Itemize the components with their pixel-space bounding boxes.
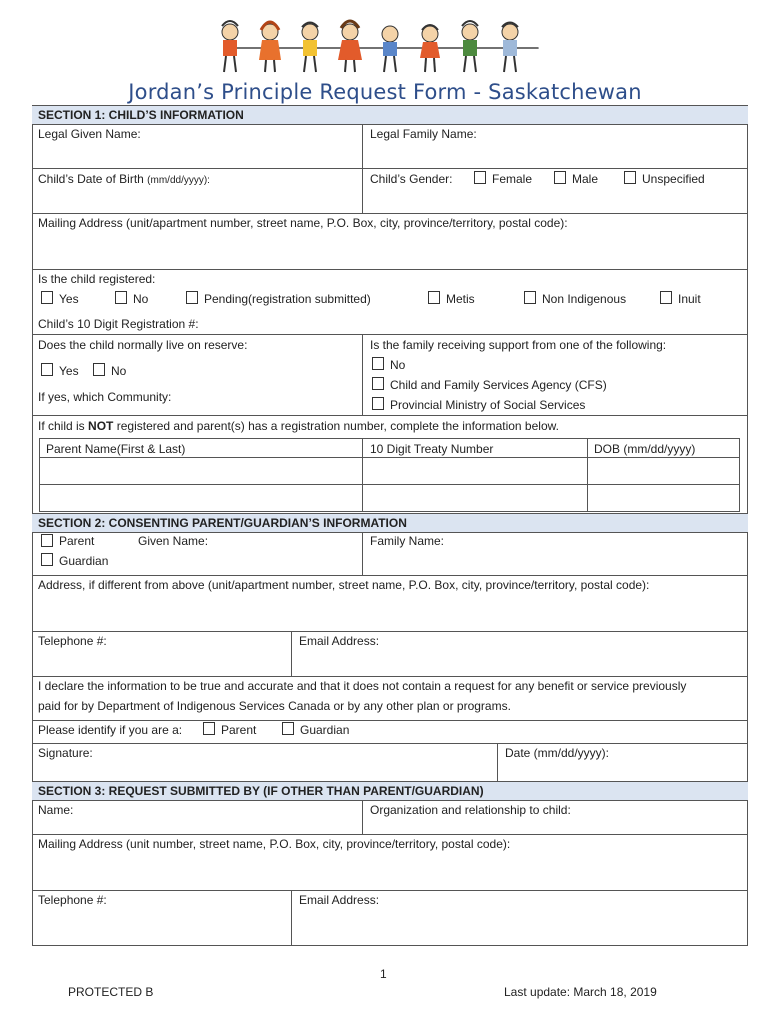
gender-male-label: Male: [572, 172, 599, 186]
not-registered-instruction: If child is NOT registered and parent(s) has a registration number, complete the information below.: [38, 419, 559, 433]
registered-no-checkbox[interactable]: [115, 291, 127, 304]
support-cfs-checkbox[interactable]: [372, 377, 384, 390]
request-form: [32, 105, 748, 947]
registered-pending-label: Pending(registration submitted): [204, 292, 371, 306]
gender-label: Child’s Gender:: [370, 172, 453, 186]
community-field[interactable]: If yes, which Community:: [38, 390, 172, 404]
last-update-label: Last update: March 18, 2019: [504, 985, 657, 999]
identify-guardian-label: Guardian: [300, 723, 350, 737]
registered-pending-checkbox[interactable]: [186, 291, 198, 304]
given-name-field[interactable]: Given Name:: [138, 534, 209, 548]
support-ministry-checkbox[interactable]: [372, 397, 384, 410]
reserve-no-checkbox[interactable]: [93, 363, 105, 376]
reserve-question: Does the child normally live on reserve:: [38, 338, 248, 352]
role-guardian-checkbox[interactable]: [41, 553, 53, 566]
gender-female-checkbox[interactable]: [474, 171, 486, 184]
role-parent-checkbox[interactable]: [41, 534, 53, 547]
submitter-email-field[interactable]: Email Address:: [299, 893, 380, 907]
form-title: Jordan’s Principle Request Form - Saskatchewan: [128, 80, 642, 104]
reserve-yes-label: Yes: [59, 364, 79, 378]
registered-metis-label: Metis: [446, 292, 475, 306]
role-guardian-label: Guardian: [59, 554, 109, 568]
identify-parent-checkbox[interactable]: [203, 722, 215, 735]
support-ministry-label: Provincial Ministry of Social Services: [390, 398, 586, 412]
table-header-treaty-number: 10 Digit Treaty Number: [370, 442, 494, 456]
identify-label: Please identify if you are a:: [38, 723, 183, 737]
organization-field[interactable]: Organization and relationship to child:: [370, 803, 571, 817]
submitter-name-field[interactable]: Name:: [38, 803, 74, 817]
gender-male-checkbox[interactable]: [554, 171, 566, 184]
declaration-text-line-1: I declare the information to be true and accurate and that it does not contain a request for any benefit or service previously: [38, 679, 687, 693]
role-parent-label: Parent: [59, 534, 95, 548]
section-2-header: SECTION 2: CONSENTING PARENT/GUARDIAN’S INFORMATION: [32, 514, 748, 532]
legal-family-name-field[interactable]: Legal Family Name:: [370, 127, 477, 141]
identify-parent-label: Parent: [221, 723, 257, 737]
support-question: Is the family receiving support from one of the following:: [370, 338, 667, 352]
registered-non-indigenous-label: Non Indigenous: [542, 292, 627, 306]
table-header-dob: DOB (mm/dd/yyyy): [594, 442, 696, 456]
classification-label: PROTECTED B: [68, 985, 154, 999]
gender-female-label: Female: [492, 172, 533, 186]
registered-question: Is the child registered:: [38, 272, 156, 286]
section-1-header: SECTION 1: CHILD’S INFORMATION: [32, 106, 748, 124]
gender-unspecified-checkbox[interactable]: [624, 171, 636, 184]
gender-unspecified-label: Unspecified: [642, 172, 705, 186]
signature-field[interactable]: Signature:: [38, 746, 93, 760]
mailing-address-field[interactable]: Mailing Address (unit/apartment number, street name, P.O. Box, city, province/territory, postal code):: [38, 216, 568, 230]
support-no-label: No: [390, 358, 406, 372]
registered-inuit-label: Inuit: [678, 292, 701, 306]
telephone-field[interactable]: Telephone #:: [38, 634, 107, 648]
registered-metis-checkbox[interactable]: [428, 291, 440, 304]
registered-yes-checkbox[interactable]: [41, 291, 53, 304]
submitter-telephone-field[interactable]: Telephone #:: [38, 893, 107, 907]
family-name-field[interactable]: Family Name:: [370, 534, 445, 548]
table-header-parent-name: Parent Name(First & Last): [46, 442, 186, 456]
children-holding-hands-logo: [208, 18, 558, 76]
reserve-yes-checkbox[interactable]: [41, 363, 53, 376]
support-cfs-label: Child and Family Services Agency (CFS): [390, 378, 607, 392]
registered-no-label: No: [133, 292, 149, 306]
email-field[interactable]: Email Address:: [299, 634, 380, 648]
registered-non-indigenous-checkbox[interactable]: [524, 291, 536, 304]
identify-guardian-checkbox[interactable]: [282, 722, 294, 735]
registered-yes-label: Yes: [59, 292, 79, 306]
support-no-checkbox[interactable]: [372, 357, 384, 370]
declaration-text-line-2: paid for by Department of Indigenous Services Canada or by any other plan or programs.: [38, 699, 511, 713]
alternate-address-field[interactable]: Address, if different from above (unit/apartment number, street name, P.O. Box, city, province/territory, postal code):: [38, 578, 650, 592]
page-number: 1: [380, 967, 387, 981]
submitter-mailing-address-field[interactable]: Mailing Address (unit number, street name, P.O. Box, city, province/territory, postal code):: [38, 837, 511, 851]
dob-field[interactable]: Child’s Date of Birth (mm/dd/yyyy):: [38, 172, 210, 186]
registration-number-field[interactable]: Child’s 10 Digit Registration #:: [38, 317, 199, 331]
reserve-no-label: No: [111, 364, 127, 378]
legal-given-name-field[interactable]: Legal Given Name:: [38, 127, 141, 141]
registered-inuit-checkbox[interactable]: [660, 291, 672, 304]
signature-date-field[interactable]: Date (mm/dd/yyyy):: [505, 746, 610, 760]
section-3-header: SECTION 3: REQUEST SUBMITTED BY (IF OTHER THAN PARENT/GUARDIAN): [32, 782, 748, 800]
